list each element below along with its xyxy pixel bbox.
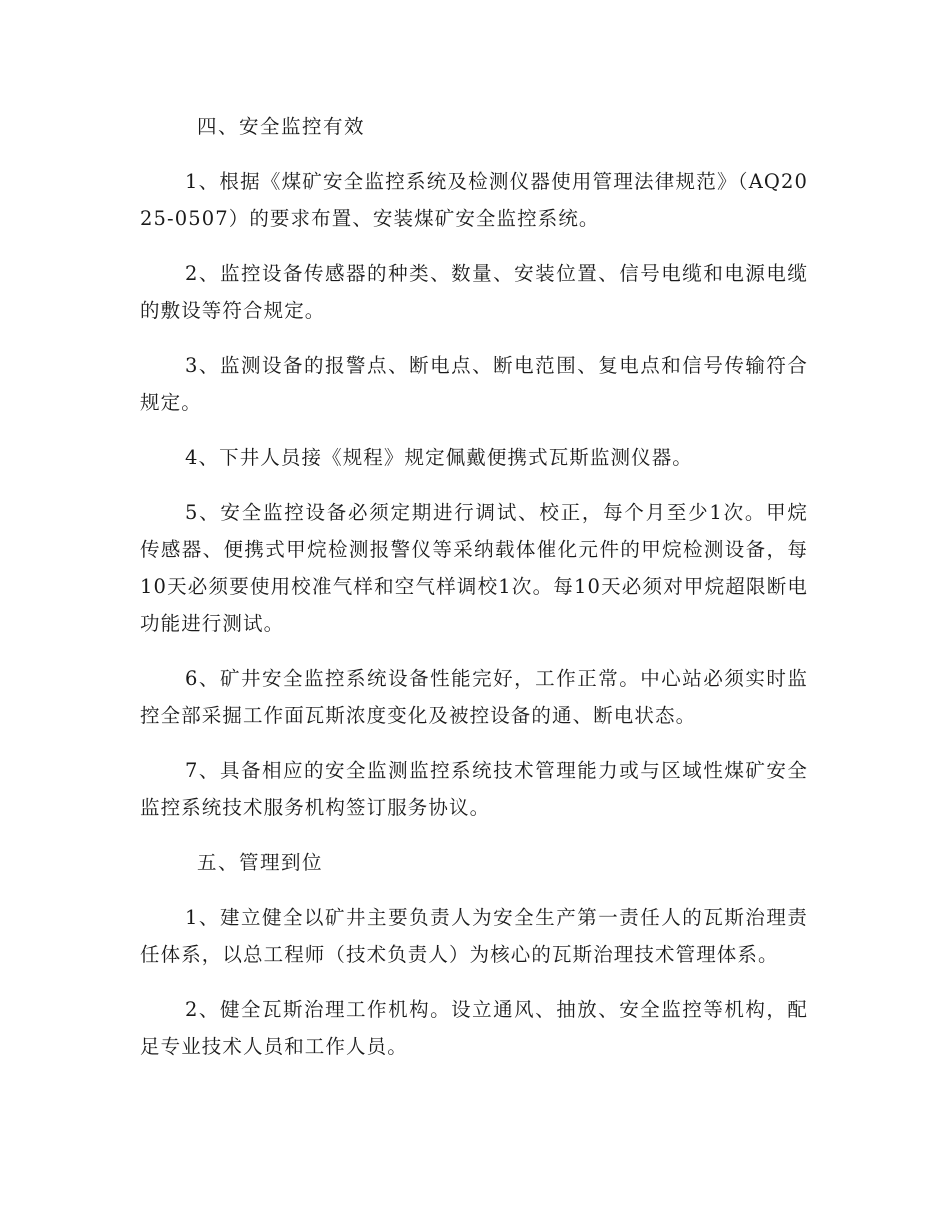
monitoring-item-1: 1、根据《煤矿安全监控系统及检测仪器使用管理法律规范》（AQ2025-0507）的要求布置、安装煤矿安全监控系统。 (140, 170, 808, 230)
management-item-1: 1、建立健全以矿井主要负责人为安全生产第一责任人的瓦斯治理责任体系，以总工程师（技术负责人）为核心的瓦斯治理技术管理体系。 (140, 906, 808, 966)
section-heading-monitoring: 四、安全监控有效 (197, 115, 366, 138)
monitoring-item-6: 6、矿井安全监控系统设备性能完好，工作正常。中心站必须实时监控全部采掘工作面瓦斯浓度变化及被控设备的通、断电状态。 (140, 667, 808, 727)
monitoring-item-3: 3、监测设备的报警点、断电点、断电范围、复电点和信号传输符合规定。 (140, 354, 808, 414)
monitoring-item-4: 4、下井人员接《规程》规定佩戴便携式瓦斯监测仪器。 (185, 446, 693, 469)
section-heading-management: 五、管理到位 (197, 851, 324, 874)
document-body (140, 108, 808, 1083)
monitoring-item-5: 5、安全监控设备必须定期进行调试、校正，每个月至少1次。甲烷传感器、便携式甲烷检测报警仪等采纳载体催化元件的甲烷检测设备，每10天必须要使用校准气样和空气样调校1次。每10天必须对甲烷超限断电功能进行测试。 (140, 501, 808, 635)
monitoring-item-7: 7、具备相应的安全监测监控系统技术管理能力或与区域性煤矿安全监控系统技术服务机构签订服务协议。 (140, 759, 808, 819)
monitoring-item-2: 2、监控设备传感器的种类、数量、安装位置、信号电缆和电源电缆的敷设等符合规定。 (140, 262, 808, 322)
management-item-2: 2、健全瓦斯治理工作机构。设立通风、抽放、安全监控等机构，配足专业技术人员和工作人员。 (140, 998, 808, 1058)
